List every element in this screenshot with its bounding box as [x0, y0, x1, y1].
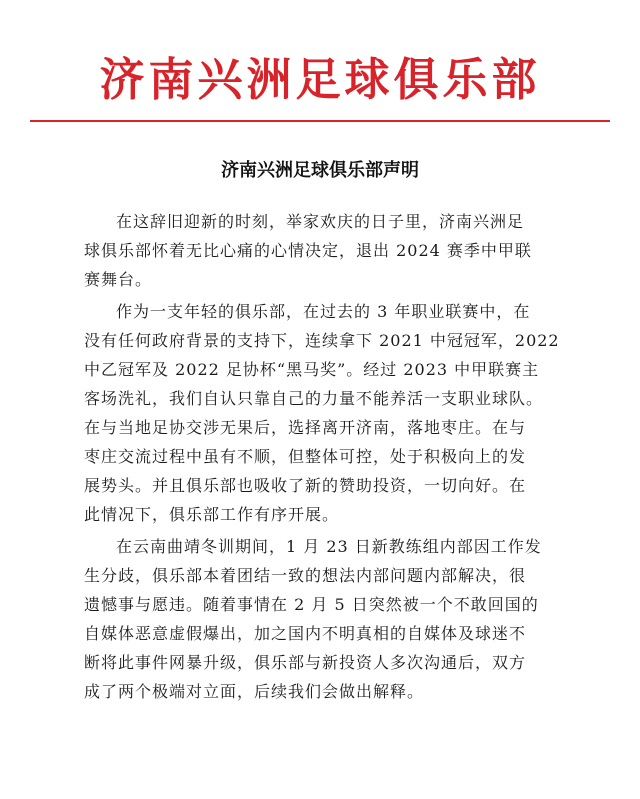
paragraph-3 [84, 532, 566, 706]
text-line: 在与当地足协交涉无果后，选择离开济南，落地枣庄。在与 [84, 418, 527, 437]
text-line: 成了两个极端对立面，后续我们会做出解释。 [84, 682, 425, 701]
text-line: 客场洗礼，我们自认只靠自己的力量不能养活一支职业球队。 [84, 389, 544, 408]
text-line: 枣庄交流过程中虽有不顺，但整体可控，处于积极向上的发 [84, 447, 527, 466]
paragraph-2 [84, 297, 566, 529]
text-line: 中乙冠军及 2022 足协杯“黑马奖”。经过 2023 中甲联赛主 [84, 360, 540, 379]
text-line: 作为一支年轻的俱乐部，在过去的 3 年职业联赛中，在 [116, 302, 531, 321]
text-line: 球俱乐部怀着无比心痛的心情决定，退出 2024 赛季中甲联 [84, 241, 532, 260]
text-line: 断将此事件网暴升级，俱乐部与新投资人多次沟通后，双方 [84, 653, 527, 672]
statement-body [84, 207, 566, 709]
text-line: 遗憾事与愿违。随着事情在 2 月 5 日突然被一个不敢回国的 [84, 595, 539, 614]
text-line: 在这辞旧迎新的时刻，举家欢庆的日子里，济南兴洲足 [116, 212, 525, 231]
header-divider [30, 120, 610, 122]
paragraph-1 [84, 207, 566, 294]
text-line: 展势头。并且俱乐部也吸收了新的赞助投资，一切向好。在 [84, 476, 527, 495]
text-line: 没有任何政府背景的支持下，连续拿下 2021 中冠冠军，2022 [84, 331, 560, 350]
letterhead-club-name: 济南兴洲足球俱乐部 [99, 53, 541, 106]
text-line: 此情况下，俱乐部工作有序开展。 [84, 505, 340, 524]
text-line: 赛舞台。 [84, 270, 153, 289]
text-line: 生分歧，俱乐部本着团结一致的想法内部问题内部解决，很 [84, 566, 527, 585]
document-title: 济南兴洲足球俱乐部声明 [221, 160, 419, 181]
text-line: 自媒体恶意虚假爆出，加之国内不明真相的自媒体及球迷不 [84, 624, 527, 643]
text-line: 在云南曲靖冬训期间，1 月 23 日新教练组内部因工作发 [116, 537, 542, 556]
